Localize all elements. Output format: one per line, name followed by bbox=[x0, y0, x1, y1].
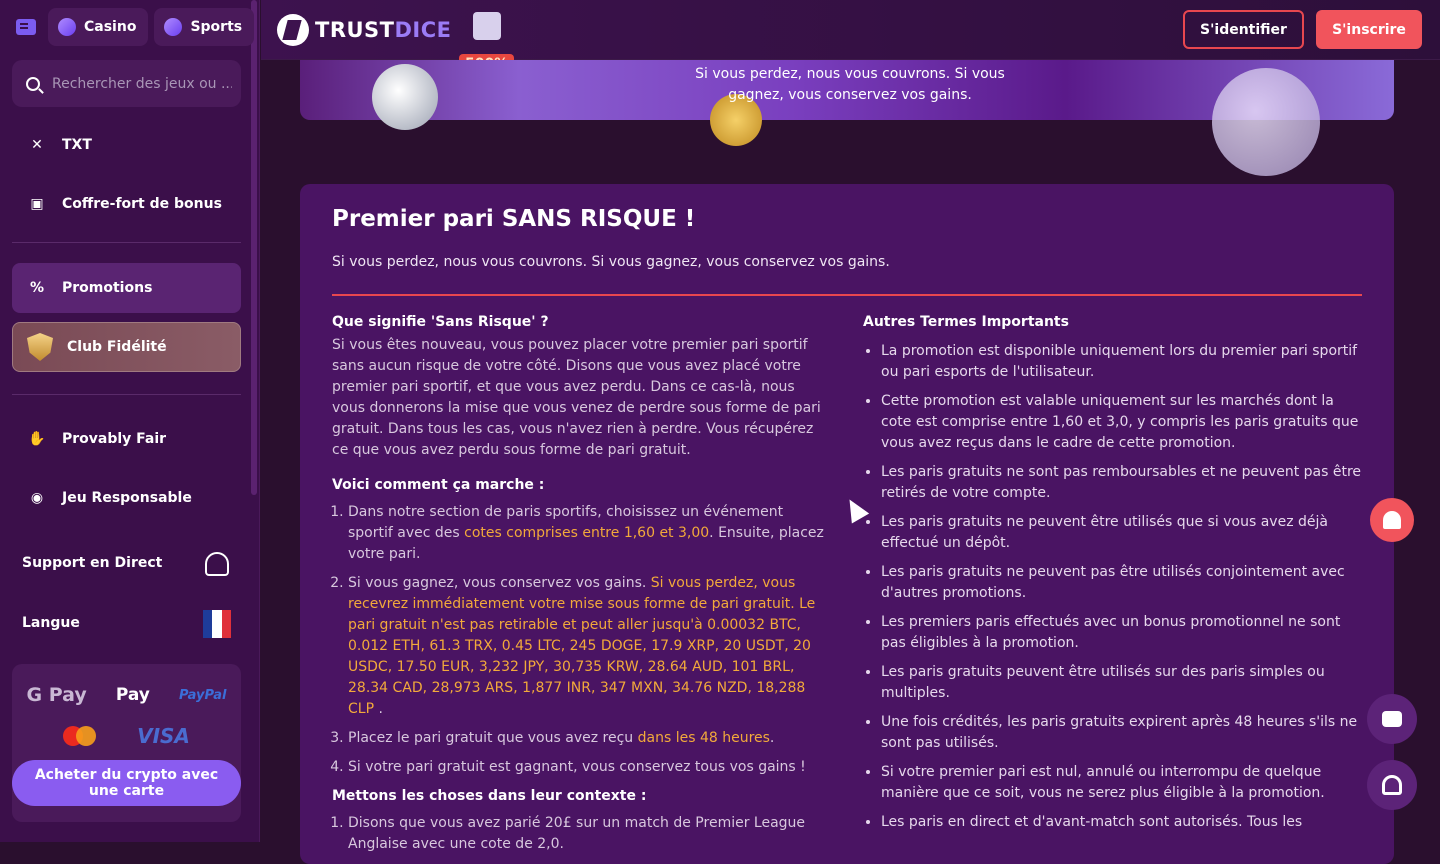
section-heading: Mettons les choses dans leur contexte : bbox=[332, 788, 647, 804]
tab-sports-label: Sports bbox=[190, 19, 243, 35]
flag-fr-icon[interactable] bbox=[203, 610, 231, 638]
sidebar-item-promotions[interactable] bbox=[12, 263, 241, 313]
logo-mark-icon bbox=[277, 14, 309, 46]
language-label: Langue bbox=[22, 615, 80, 631]
payment-logos-row bbox=[12, 684, 241, 706]
left-column bbox=[332, 312, 832, 863]
section-heading: Que signifie 'Sans Risque' ? bbox=[332, 314, 549, 330]
gift-box-icon: ▣ bbox=[30, 196, 44, 212]
title-divider bbox=[332, 294, 1362, 296]
promo-terms-card bbox=[300, 184, 1394, 864]
headset-icon[interactable] bbox=[205, 552, 229, 576]
sidebar-item-label: Club Fidélité bbox=[67, 339, 167, 355]
sidebar-item-club-fidelite[interactable] bbox=[12, 322, 241, 372]
tab-casino-label: Casino bbox=[84, 19, 137, 35]
list-item: 2. Si vous gagnez, vous conservez vos gains. Si vous perdez, vous recevrez immédiatement votre mise sous forme de pari gratuit. Le pari gratuit n'est pas retirable et peut aller jusqu'à 0.00032 BTC, 0.012 ETH, 61.3 TRX, 0.45 LTC, 245 DOGE, 17.9 XRP, 20 USDT, 20 USDC, 17.50 EUR, 3,232 JPY, 30,735 KRW, 28.64 AUD, 101 BRL, 28.34 CAD, 28,973 ARS, 1,877 INR, 347 MXN, 34.76 NZD, 18,288 CLP . bbox=[348, 573, 832, 720]
list-item: • Les paris gratuits ne sont pas remboursables et ne peuvent pas être retirés de votre compte. bbox=[881, 462, 1363, 504]
section-text: Si vous êtes nouveau, vous pouvez placer votre premier pari sportif sans aucun risque de votre côté. Disons que vous avez placé votre premier pari sportif, et que vous avez perdu. Dans ce cas-là, nous vous donnerons la mise que vous venez de perdre sous forme de pari gratuit. Dans tous les cas, vous n'avez rien à perdre. Vous récupérez ce que vous avez perdu sous forme de pari gratuit. bbox=[332, 337, 821, 458]
sidebar-item-label: Provably Fair bbox=[62, 431, 167, 447]
sidebar-item-label: Jeu Responsable bbox=[62, 490, 192, 506]
notifications-button[interactable] bbox=[1370, 498, 1414, 542]
sidebar-divider bbox=[12, 242, 241, 243]
login-button[interactable]: S'identifier bbox=[1183, 10, 1304, 49]
paypal-logo: PayPal bbox=[178, 687, 227, 703]
section-heading: Autres Termes Importants bbox=[863, 314, 1069, 330]
list-item: 1. Dans notre section de paris sportifs, choisissez un événement sportif avec des cotes comprises entre 1,60 et 3,00. Ensuite, placez votre pari. bbox=[348, 502, 832, 565]
right-column bbox=[863, 312, 1363, 841]
card-logos-row bbox=[12, 724, 241, 748]
page-subtitle: Si vous perdez, nous vous couvrons. Si vous gagnez, vous conservez vos gains. bbox=[332, 254, 890, 270]
sidebar-item-bonus-vault[interactable] bbox=[12, 179, 241, 229]
sidebar-divider bbox=[12, 394, 241, 395]
list-item: • Si votre premier pari est nul, annulé ou interrompu de quelque manière que ce soit, vous ne serez plus éligible à la promotion. bbox=[881, 762, 1363, 804]
football-image bbox=[372, 64, 438, 130]
context-list bbox=[332, 813, 832, 855]
hand-coins-icon: ✋ bbox=[28, 431, 46, 447]
search-box[interactable] bbox=[12, 60, 241, 107]
casino-icon bbox=[58, 18, 76, 36]
shield-icon bbox=[27, 333, 53, 361]
list-item: • La promotion est disponible uniquement lors du premier pari sportif ou pari esports de l'utilisateur. bbox=[881, 341, 1363, 383]
search-input[interactable] bbox=[52, 76, 232, 92]
support-button[interactable] bbox=[1367, 760, 1417, 810]
list-item: • Les paris en direct et d'avant-match sont autorisés. Tous les bbox=[881, 812, 1363, 833]
sports-icon bbox=[164, 18, 182, 36]
list-item: • Les premiers paris effectués avec un bonus promotionnel ne sont pas éligibles à la promotion. bbox=[881, 612, 1363, 654]
list-item: 3. Placez le pari gratuit que vous avez reçu dans les 48 heures. bbox=[348, 728, 832, 749]
txt-icon: ✕ bbox=[31, 137, 43, 153]
ball-image bbox=[1212, 68, 1320, 176]
trustdice-logo[interactable] bbox=[277, 14, 452, 46]
terms-list bbox=[863, 341, 1363, 833]
mastercard-logo bbox=[63, 726, 97, 746]
ring-icon: ◉ bbox=[30, 490, 44, 506]
bell-icon bbox=[1383, 511, 1401, 529]
list-item: • Une fois crédités, les paris gratuits expirent après 48 heures s'ils ne sont pas utilisés. bbox=[881, 712, 1363, 754]
sidebar-item-label: Promotions bbox=[62, 280, 153, 296]
list-item: 1. Disons que vous avez parié 20£ sur un match de Premier League Anglaise avec une cote de 2,0. bbox=[348, 813, 832, 855]
logo-text: TRUSTDICE bbox=[315, 18, 452, 42]
sidebar-item-txt[interactable] bbox=[12, 120, 241, 170]
top-tabs bbox=[10, 8, 254, 46]
search-icon bbox=[26, 77, 40, 91]
list-item: • Les paris gratuits peuvent être utilisés sur des paris simples ou multiples. bbox=[881, 662, 1363, 704]
section-heading: Voici comment ça marche : bbox=[332, 477, 545, 493]
tab-casino[interactable] bbox=[48, 8, 148, 46]
visa-logo: VISA bbox=[137, 724, 190, 748]
sidebar-item-provably-fair[interactable] bbox=[12, 414, 241, 464]
headset-icon bbox=[1382, 775, 1402, 795]
list-item: • Les paris gratuits ne peuvent pas être utilisés conjointement avec d'autres promotions. bbox=[881, 562, 1363, 604]
chat-button[interactable] bbox=[1367, 694, 1417, 744]
list-item: • Cette promotion est valable uniquement sur les marchés dont la cote est comprise entre 1,60 et 3,0, y compris les paris gratuits que vous avez reçus dans le cadre de cette promotion. bbox=[881, 391, 1363, 454]
sidebar-item-label: Coffre-fort de bonus bbox=[62, 196, 222, 212]
page-title: Premier pari SANS RISQUE ! bbox=[332, 206, 696, 232]
sidebar bbox=[0, 0, 260, 842]
buy-crypto-button[interactable]: Acheter du crypto avec une carte bbox=[12, 760, 241, 806]
google-pay-logo: G Pay bbox=[26, 684, 87, 706]
list-item: • Les paris gratuits ne peuvent être utilisés que si vous avez déjà effectué un dépôt. bbox=[881, 512, 1363, 554]
menu-icon bbox=[16, 19, 36, 35]
promo-banner bbox=[300, 60, 1394, 120]
signup-button[interactable]: S'inscrire bbox=[1316, 10, 1422, 49]
sidebar-scrollbar[interactable] bbox=[251, 0, 257, 495]
menu-toggle-button[interactable] bbox=[10, 8, 42, 46]
sidebar-item-responsible-gaming[interactable] bbox=[12, 473, 241, 523]
risk-free-section bbox=[332, 312, 832, 461]
chat-icon bbox=[1382, 711, 1402, 727]
tab-sports[interactable] bbox=[154, 8, 254, 46]
banner-text: Si vous perdez, nous vous couvrons. Si vous gagnez, vous conservez vos gains. bbox=[695, 66, 1005, 103]
percent-badge-icon: % bbox=[29, 280, 45, 296]
how-it-works-list bbox=[332, 502, 832, 778]
sidebar-item-label: TXT bbox=[62, 137, 92, 153]
apple-pay-logo: Pay bbox=[115, 685, 150, 705]
list-item: 4. Si votre pari gratuit est gagnant, vous conservez tous vos gains ! bbox=[348, 757, 832, 778]
gift-icon[interactable] bbox=[473, 12, 501, 40]
top-header bbox=[261, 0, 1440, 60]
support-label[interactable]: Support en Direct bbox=[22, 555, 163, 571]
